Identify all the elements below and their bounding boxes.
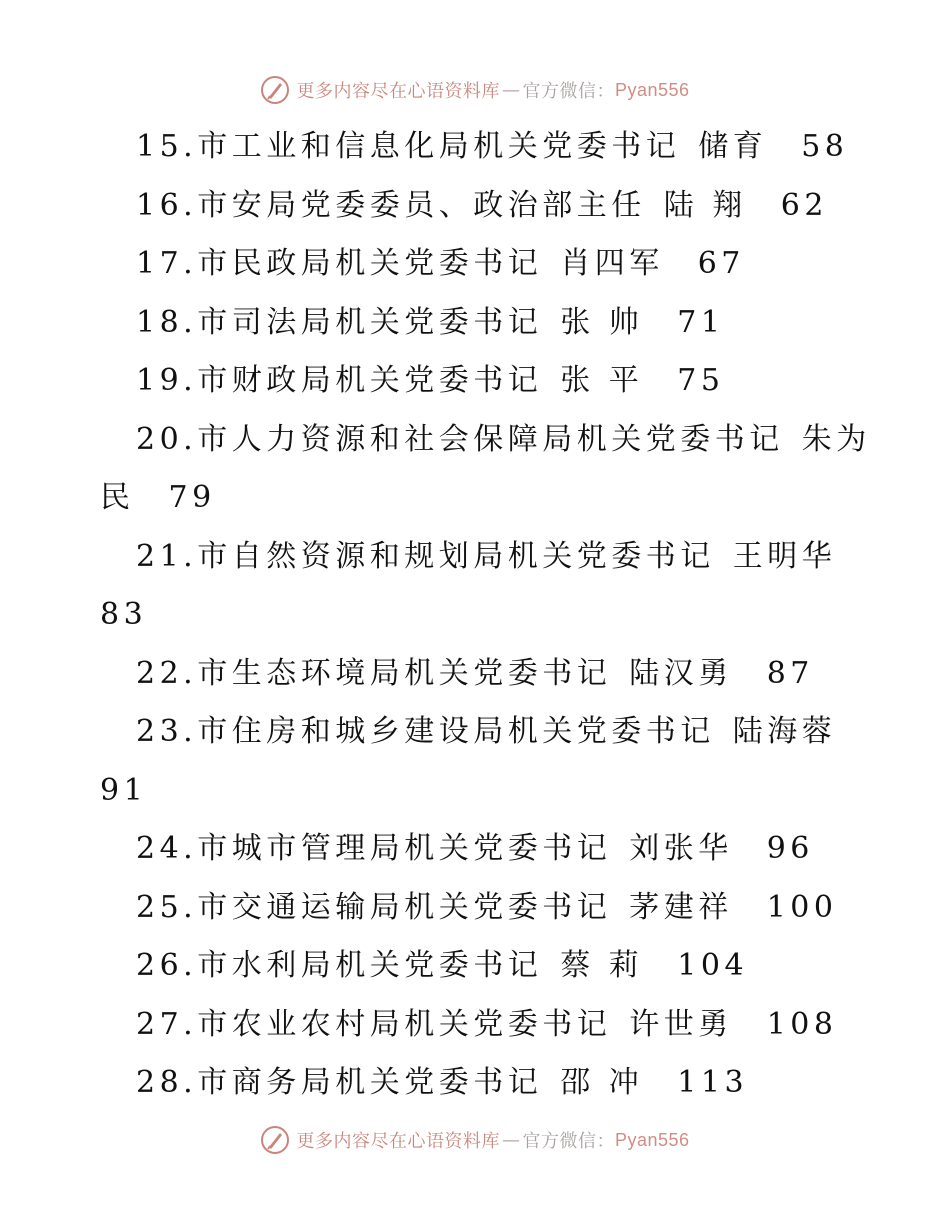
entry-title: 市农业农村局机关党委书记 — [197, 1006, 612, 1042]
entry-number: 20. — [136, 421, 198, 457]
entry-page-number: 91 — [100, 772, 148, 808]
entry-title: 市住房和城乡建设局机关党委书记 — [197, 714, 715, 749]
entry-person: 王明华 — [732, 538, 837, 574]
entry-number: 21. — [136, 538, 198, 574]
entry-title: 市交通运输局机关党委书记 — [197, 889, 612, 925]
entry-person: 茅建祥 — [629, 889, 733, 925]
watermark-separator: — — [501, 1129, 521, 1151]
watermark-separator: — — [501, 79, 521, 101]
toc-entry[interactable] — [0, 703, 950, 820]
watermark-main-text: 更多内容尽在心语资料库 — [296, 1131, 500, 1152]
toc-entry[interactable] — [0, 937, 950, 996]
entry-number: 16. — [136, 187, 198, 223]
entry-title: 市自然资源和规划局机关党委书记 — [197, 538, 715, 574]
entry-page-number: 113 — [677, 1065, 749, 1100]
entry-page-number: 62 — [780, 187, 828, 223]
toc-entry[interactable] — [0, 528, 950, 645]
quill-logo-icon — [260, 1125, 290, 1155]
toc-entry[interactable] — [0, 820, 950, 879]
quill-logo-icon — [260, 75, 290, 105]
watermark-label: 官方微信： — [522, 81, 615, 102]
entry-title: 市生态环境局机关党委书记 — [197, 655, 612, 691]
entry-title: 市安局党委委员、政治部主任 — [197, 187, 646, 223]
entry-person: 张 帅 — [560, 304, 644, 340]
entry-page-number: 71 — [677, 304, 725, 340]
entry-person: 邵 冲 — [560, 1065, 644, 1100]
entry-title: 市财政局机关党委书记 — [197, 363, 543, 398]
entry-number: 24. — [136, 831, 198, 866]
entry-page-number: 83 — [100, 597, 148, 632]
watermark-footer — [0, 1122, 950, 1158]
toc-entry[interactable] — [0, 352, 950, 411]
watermark-header — [0, 72, 950, 108]
entry-title: 市工业和信息化局机关党委书记 — [197, 129, 681, 164]
entry-number: 15. — [136, 129, 198, 164]
toc-entry[interactable] — [0, 177, 950, 236]
entry-person-part1: 朱为 — [801, 421, 871, 457]
entry-title: 市水利局机关党委书记 — [197, 948, 543, 983]
entry-person-part2: 民 — [100, 480, 135, 515]
entry-page-number: 108 — [766, 1006, 838, 1042]
entry-person: 许世勇 — [629, 1006, 733, 1042]
entry-number: 25. — [136, 889, 198, 925]
entry-page-number: 96 — [766, 831, 814, 866]
entry-number: 27. — [136, 1006, 198, 1042]
entry-number: 18. — [136, 304, 198, 340]
entry-number: 23. — [136, 714, 198, 749]
entry-number: 28. — [136, 1065, 198, 1100]
entry-person: 肖四军 — [560, 246, 664, 281]
entry-title: 市城市管理局机关党委书记 — [197, 831, 612, 866]
entry-title: 市民政局机关党委书记 — [197, 246, 543, 281]
entry-person: 储育 — [698, 129, 768, 164]
entry-title: 市商务局机关党委书记 — [197, 1065, 543, 1100]
entry-page-number: 58 — [801, 129, 849, 164]
entry-page-number: 87 — [766, 655, 814, 691]
entry-number: 22. — [136, 655, 198, 691]
entry-page-number: 104 — [677, 948, 749, 983]
toc-entry[interactable] — [0, 411, 950, 528]
toc-entry[interactable] — [0, 879, 950, 938]
entry-page-number: 100 — [766, 889, 838, 925]
entry-page-number: 75 — [677, 363, 725, 398]
entry-person: 陆汉勇 — [629, 655, 733, 691]
toc-entry[interactable] — [0, 1054, 950, 1113]
entry-person: 陆 翔 — [663, 187, 747, 223]
entry-number: 17. — [136, 246, 198, 281]
toc-entry[interactable] — [0, 996, 950, 1055]
entry-number: 19. — [136, 363, 198, 398]
toc-entry[interactable] — [0, 118, 950, 177]
entry-person: 张 平 — [560, 363, 644, 398]
toc-entry[interactable] — [0, 645, 950, 704]
entry-title: 市人力资源和社会保障局机关党委书记 — [197, 421, 784, 457]
toc-entry[interactable] — [0, 235, 950, 294]
watermark-main-text: 更多内容尽在心语资料库 — [296, 81, 500, 102]
entry-title: 市司法局机关党委书记 — [197, 304, 543, 340]
watermark-wechat-id: Pyan556 — [614, 1129, 690, 1150]
watermark-wechat-id: Pyan556 — [614, 79, 690, 100]
entry-number: 26. — [136, 948, 198, 983]
entry-page-number: 67 — [697, 246, 745, 281]
entry-person: 陆海蓉 — [732, 714, 837, 749]
entry-person: 刘张华 — [629, 831, 733, 866]
watermark-label: 官方微信： — [522, 1131, 615, 1152]
entry-person: 蔡 莉 — [560, 948, 644, 983]
entry-page-number: 79 — [168, 480, 216, 515]
toc-entry[interactable] — [0, 294, 950, 353]
toc-list — [0, 118, 950, 1113]
